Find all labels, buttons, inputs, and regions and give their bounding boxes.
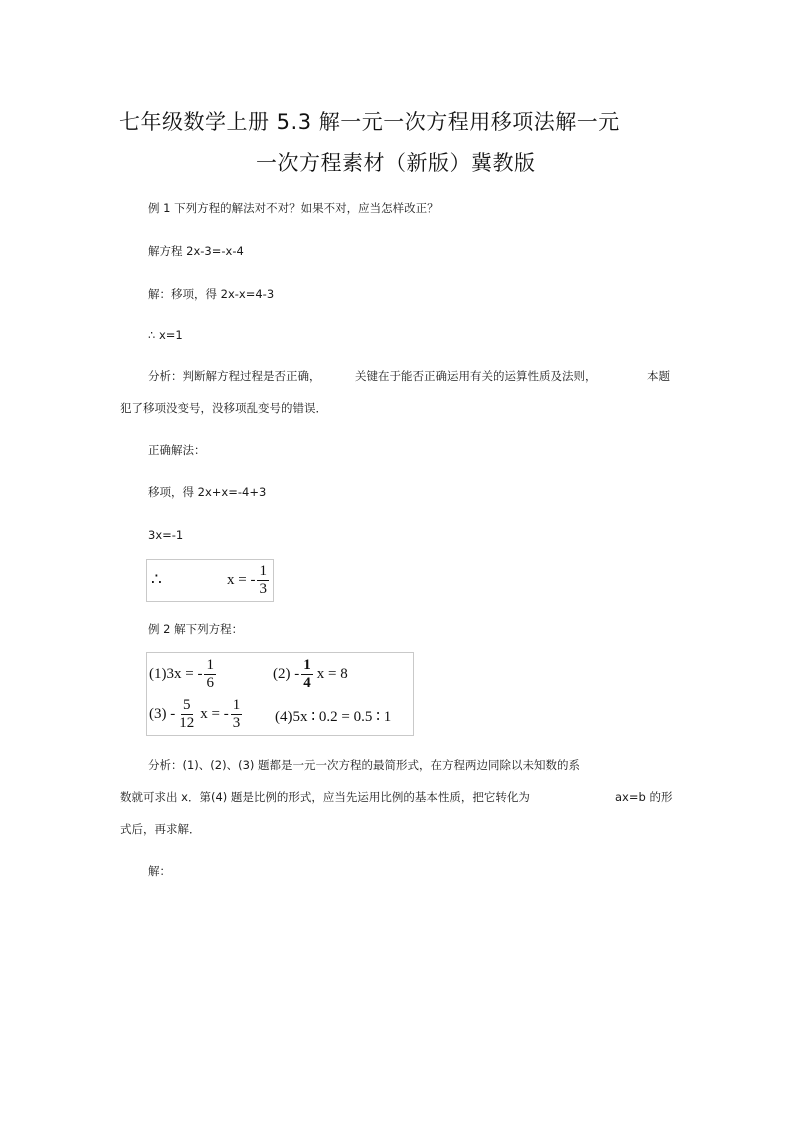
equation-2-fraction [301, 658, 313, 691]
answer-box [146, 559, 274, 602]
analysis1-part1: 分析：判断解方程过程是否正确， [148, 369, 321, 383]
equation-3-fraction-a [177, 698, 196, 731]
example1-equation: 解方程 2x-3=-x-4 [148, 244, 244, 258]
equation-3-label: (3) - [149, 705, 176, 722]
equation-2-denominator: 4 [303, 674, 311, 691]
analysis2-line3: 式后，再求解． [120, 822, 201, 836]
analysis2-line2a: 数就可求出 x．第(4) 题是比例的形式，应当先运用比例的基本性质，把它转化为 [120, 790, 530, 804]
correct-heading: 正确解法： [148, 443, 206, 457]
equation-3 [149, 695, 244, 733]
analysis2-line2b: ax=b 的形 [615, 790, 673, 804]
equation-1-label: (1)3x = - [149, 665, 203, 682]
example1-question: 例 1 下列方程的解法对不对？如果不对，应当怎样改正？ [148, 201, 439, 215]
equation-3-numerator-b: 1 [232, 696, 241, 713]
answer-lhs: x = - [227, 572, 256, 588]
equation-4: (4)5x ∶ 0.2 = 0.5 ∶ 1 [275, 709, 392, 725]
example1-step2: ∴ x=1 [148, 328, 183, 342]
answer-denominator: 3 [259, 581, 267, 597]
equation-3-numerator-a: 5 [183, 696, 191, 713]
solution-label: 解： [148, 864, 171, 878]
answer-equation [227, 562, 271, 599]
example1-step1: 解：移项，得 2x-x=4-3 [148, 287, 275, 301]
therefore-symbol: ∴ [151, 570, 162, 589]
equation-1-numerator: 1 [206, 656, 214, 673]
equation-2-label: (2) - [273, 665, 300, 682]
equation-1-fraction [204, 658, 216, 691]
equation-3-denominator-a: 12 [179, 714, 195, 731]
equation-2-numerator: 1 [303, 656, 311, 673]
equation-1-denominator: 6 [206, 674, 214, 691]
document-title-line2: 一次方程素材（新版）冀教版 [256, 151, 536, 175]
equation-2-rest: x = 8 [316, 665, 348, 682]
correct-step1: 移项，得 2x+x=-4+3 [148, 485, 267, 499]
document-title-line1: 七年级数学上册 5.3 解一元一次方程用移项法解一元 [119, 110, 620, 134]
equation-1 [149, 655, 218, 693]
answer-fraction [257, 564, 269, 597]
equation-2 [273, 655, 348, 693]
equation-3-fraction-b [231, 698, 243, 731]
analysis1-line2: 犯了移项没变号，没移项乱变号的错误． [120, 401, 327, 415]
analysis2-line1: 分析：(1)、(2)、(3) 题都是一元一次方程的最简形式，在方程两边同除以未知数的系 [148, 758, 581, 772]
analysis1-part2: 关键在于能否正确运用有关的运算性质及法则， [355, 369, 597, 383]
correct-step2: 3x=-1 [148, 528, 184, 542]
equations-box [146, 652, 414, 736]
equation-3-denominator-b: 3 [232, 714, 241, 731]
analysis1-part3: 本题 [647, 369, 670, 383]
answer-numerator: 1 [259, 563, 267, 579]
example2-heading: 例 2 解下列方程： [148, 622, 244, 636]
equation-3-mid: x = - [200, 705, 229, 722]
